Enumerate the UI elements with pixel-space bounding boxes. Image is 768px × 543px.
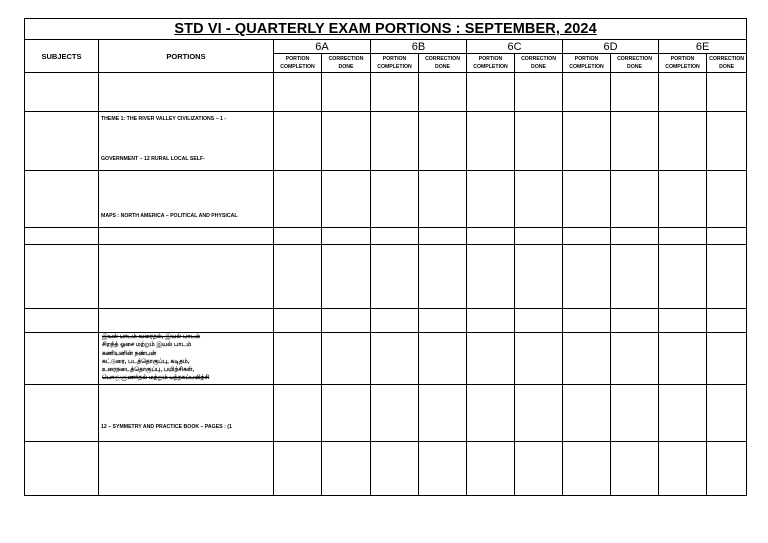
portion-cell [99,73,274,112]
class-header-6c: 6C [467,40,563,54]
correction-done-cell [419,333,467,385]
subject-cell [25,73,99,112]
correction-done-cell [515,171,563,228]
correction-done-cell [515,228,563,245]
portion-rows [25,73,747,496]
correction-done-cell [707,228,747,245]
portion-completion-cell [563,309,611,333]
subject-cell [25,112,99,171]
correction-done-cell [419,112,467,171]
correction-done-cell [419,73,467,112]
portion-line: THEME 1: THE RIVER VALLEY CIVILIZATIONS – 1 - [101,116,227,122]
portion-completion-cell [563,333,611,385]
portions-header: PORTIONS [99,40,274,73]
portion-completion-cell [371,245,419,309]
class-header-6a: 6A [274,40,371,54]
portion-row [25,309,747,333]
correction-done-cell [322,333,371,385]
correction-done-cell [322,442,371,496]
portion-line: கணியனின் நண்பன் [102,350,157,357]
subject-cell [25,309,99,333]
correction-done-cell [611,442,659,496]
portion-row [25,112,747,171]
correction-done-cell [707,245,747,309]
portion-completion-cell [274,228,322,245]
correction-done-header: CORRECTION DONE [515,54,563,73]
correction-done-cell [322,385,371,442]
correction-done-cell [322,171,371,228]
portion-cell [99,309,274,333]
correction-done-header: CORRECTION DONE [611,54,659,73]
portion-completion-cell [659,385,707,442]
subject-cell [25,228,99,245]
portion-completion-cell [274,245,322,309]
correction-done-cell [611,171,659,228]
portion-completion-cell [371,442,419,496]
portion-completion-cell [659,73,707,112]
portion-completion-cell [371,73,419,112]
portion-cell [99,112,274,171]
portion-row [25,171,747,228]
portion-completion-cell [563,171,611,228]
correction-done-cell [611,333,659,385]
portion-completion-cell [659,442,707,496]
portion-completion-header: PORTION COMPLETION [563,54,611,73]
portion-completion-cell [659,171,707,228]
class-header-6d: 6D [563,40,659,54]
portion-completion-cell [563,385,611,442]
correction-done-cell [707,112,747,171]
portion-row [25,245,747,309]
portion-completion-header: PORTION COMPLETION [467,54,515,73]
portion-completion-cell [467,309,515,333]
portion-completion-cell [274,73,322,112]
correction-done-cell [419,385,467,442]
portion-completion-cell [371,333,419,385]
subject-cell [25,171,99,228]
portion-completion-cell [563,73,611,112]
correction-done-cell [515,333,563,385]
portion-completion-cell [563,245,611,309]
correction-done-cell [322,245,371,309]
sheet-title: STD VI - QUARTERLY EXAM PORTIONS : SEPTEMBER, 2024 [25,19,747,40]
portion-completion-cell [563,228,611,245]
class-header-6b: 6B [371,40,467,54]
portion-cell [99,385,274,442]
correction-done-header: CORRECTION DONE [707,54,747,73]
correction-done-cell [515,245,563,309]
subjects-header: SUBJECTS [25,40,99,73]
correction-done-cell [611,245,659,309]
portion-completion-header: PORTION COMPLETION [659,54,707,73]
portion-line: சிறந்த் ஓசை மற்றும் இயல் பாடம் [102,342,192,349]
portion-completion-cell [467,73,515,112]
portion-line: கட்டுரை, படத்தொகுப்பு, கடிதம், [102,358,190,365]
portion-completion-cell [467,245,515,309]
correction-done-cell [419,309,467,333]
portion-completion-cell [659,228,707,245]
correction-done-header: CORRECTION DONE [322,54,371,73]
portion-row [25,385,747,442]
correction-done-cell [515,442,563,496]
subject-cell [25,385,99,442]
portion-completion-cell [659,309,707,333]
correction-done-cell [611,228,659,245]
portion-row [25,333,747,385]
portion-completion-cell [563,112,611,171]
correction-done-cell [322,112,371,171]
portion-row [25,73,747,112]
portion-cell [99,333,274,385]
portions-table [24,18,747,496]
portion-cell [99,245,274,309]
correction-done-cell [419,228,467,245]
portion-completion-cell [371,309,419,333]
portion-completion-header: PORTION COMPLETION [371,54,419,73]
portion-completion-cell [274,385,322,442]
portion-completion-cell [274,309,322,333]
portion-row [25,228,747,245]
portion-completion-cell [467,112,515,171]
correction-done-cell [419,171,467,228]
correction-done-cell [611,309,659,333]
correction-done-cell [611,73,659,112]
portion-line: MAPS : NORTH AMERICA – POLITICAL AND PHYSICAL [101,213,238,219]
portion-cell [99,442,274,496]
portion-completion-cell [659,333,707,385]
subject-cell [25,442,99,496]
correction-done-cell [322,309,371,333]
portion-line: இயல் பாடம் வரைதல், இயல் பாடம் [102,334,201,340]
correction-done-cell [322,228,371,245]
portion-completion-cell [371,228,419,245]
portion-completion-cell [371,171,419,228]
portion-completion-cell [274,171,322,228]
portion-completion-cell [274,333,322,385]
correction-done-header: CORRECTION DONE [419,54,467,73]
correction-done-cell [707,171,747,228]
portion-completion-header: PORTION COMPLETION [274,54,322,73]
correction-done-cell [707,333,747,385]
portion-completion-cell [467,171,515,228]
portion-completion-cell [467,333,515,385]
subject-cell [25,333,99,385]
portion-completion-cell [371,385,419,442]
portion-completion-cell [563,442,611,496]
portion-completion-cell [659,245,707,309]
portion-line: உரைநடைத்தொகுப்பு, பயிற்சிகள், [102,367,195,374]
portion-completion-cell [371,112,419,171]
portion-line: 12 – SYMMETRY AND PRACTICE BOOK – PAGES : (1 [101,424,232,430]
portion-line: GOVERNMENT – 12 RURAL LOCAL SELF- [101,156,205,162]
class-header-6e: 6E [659,40,747,54]
portion-line: பொருளுணர்தல் மற்றும் பத்தகப்பயிற்சி [102,375,210,382]
portion-completion-cell [467,442,515,496]
portion-cell [99,171,274,228]
correction-done-cell [707,385,747,442]
subject-cell [25,245,99,309]
portion-completion-cell [274,112,322,171]
correction-done-cell [611,385,659,442]
portion-completion-cell [467,385,515,442]
portion-row [25,442,747,496]
portion-cell [99,228,274,245]
correction-done-cell [515,112,563,171]
correction-done-cell [707,73,747,112]
portion-completion-cell [467,228,515,245]
correction-done-cell [707,442,747,496]
correction-done-cell [322,73,371,112]
portion-completion-cell [274,442,322,496]
correction-done-cell [419,442,467,496]
correction-done-cell [611,112,659,171]
correction-done-cell [419,245,467,309]
correction-done-cell [515,385,563,442]
correction-done-cell [515,73,563,112]
correction-done-cell [707,309,747,333]
correction-done-cell [515,309,563,333]
portion-completion-cell [659,112,707,171]
